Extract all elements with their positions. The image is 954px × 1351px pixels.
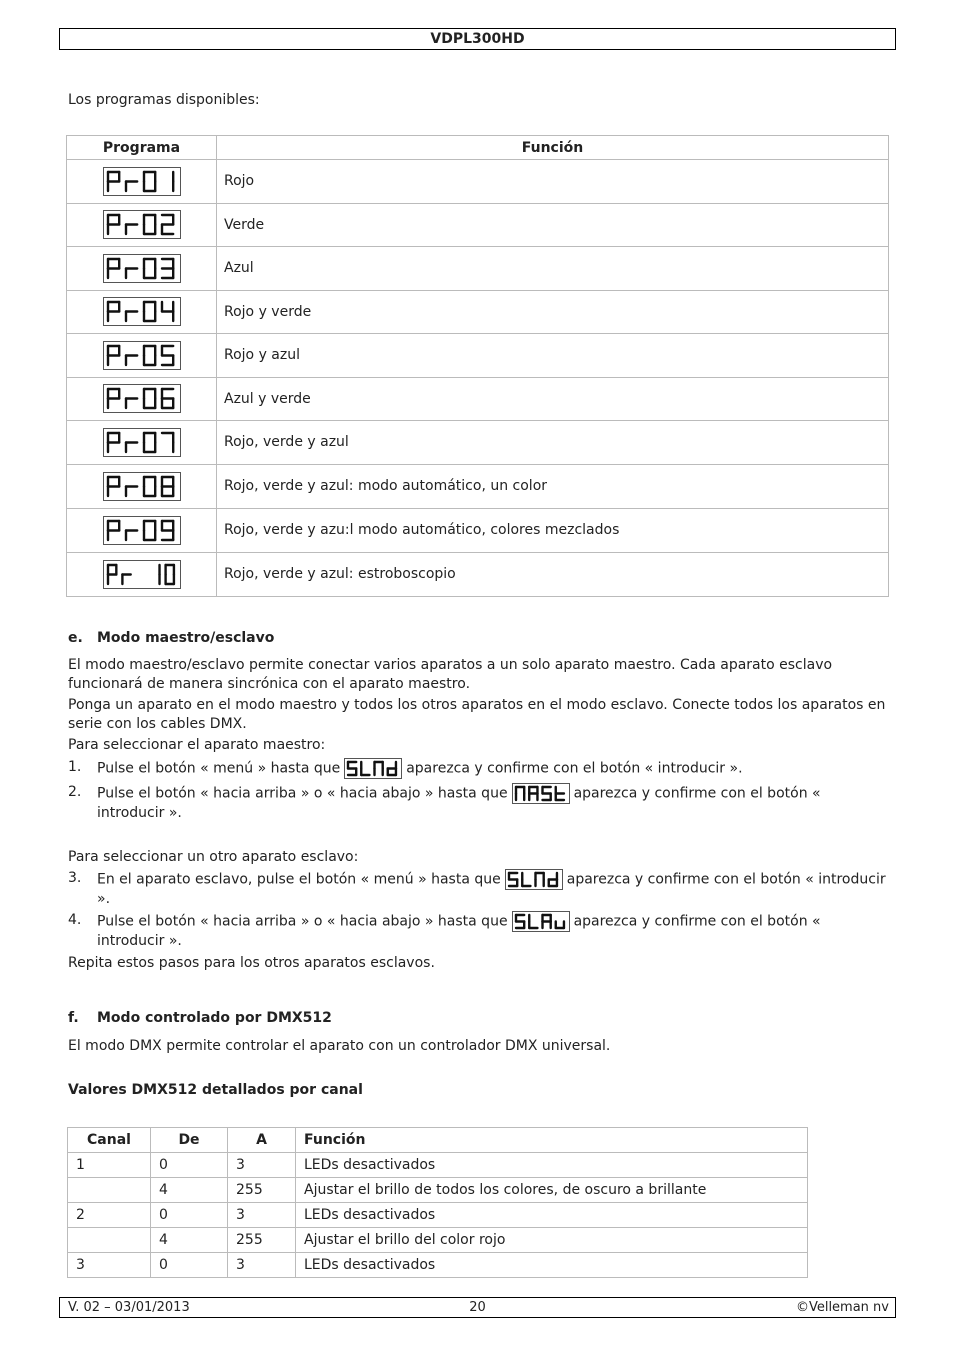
section-f-number: f. (68, 1010, 79, 1026)
program-function-cell: Rojo, verde y azu:l modo automático, colores mezclados (217, 508, 889, 552)
step-text: Pulse el botón « hacia arriba » o « hacia abajo » hasta que (97, 913, 508, 930)
cell-canal (68, 1178, 151, 1203)
table-row (67, 203, 889, 247)
table-row (67, 247, 889, 291)
lcd-display-icon (103, 210, 181, 239)
step-text: aparezca y confirme con el botón « introducir ». (97, 785, 821, 821)
lcd-display-icon (505, 869, 563, 890)
lcd-display-icon (103, 341, 181, 370)
page-footer (59, 1297, 896, 1318)
section-e-paragraph-2: Ponga un aparato en el modo maestro y todos los otros aparatos en el modo esclavo. Conecte todos los aparatos en serie con los cables DMX. (68, 697, 886, 732)
program-function-cell: Rojo (217, 160, 889, 204)
list-number: 2. (68, 784, 82, 800)
table-row (68, 1153, 808, 1178)
step-text: Pulse el botón « hacia arriba » o « hacia abajo » hasta que (97, 785, 508, 802)
program-display-cell (67, 247, 217, 291)
repeat-text: Repita estos pasos para los otros aparatos esclavos. (68, 955, 435, 971)
program-function-cell: Rojo y azul (217, 334, 889, 378)
cell-de: 4 (151, 1228, 228, 1253)
lcd-display-icon (103, 428, 181, 457)
section-e-paragraph-1: El modo maestro/esclavo permite conectar varios aparatos a un solo aparato maestro. Cada aparato esclavo funcionará de manera sincrónica con el aparato maestro. (68, 657, 833, 692)
program-function-cell: Rojo, verde y azul: estroboscopio (217, 552, 889, 596)
footer-copyright: ©Velleman nv (795, 1300, 889, 1315)
header-funcion: Función (296, 1128, 808, 1153)
program-display-cell (67, 160, 217, 204)
program-display-cell (67, 552, 217, 596)
lcd-display-icon (103, 516, 181, 545)
lcd-display-icon (103, 560, 181, 589)
cell-funcion: Ajustar el brillo del color rojo (296, 1228, 808, 1253)
lcd-display-icon (512, 911, 570, 932)
program-table-header (67, 136, 889, 160)
table-row (67, 552, 889, 596)
program-display-cell (67, 421, 217, 465)
program-function-cell: Rojo, verde y azul (217, 421, 889, 465)
program-display-cell (67, 290, 217, 334)
program-function-cell: Azul y verde (217, 377, 889, 421)
program-display-cell (67, 508, 217, 552)
master-intro: Para seleccionar el aparato maestro: (68, 737, 326, 753)
program-display-cell (67, 203, 217, 247)
table-row (67, 290, 889, 334)
header-function: Función (217, 136, 889, 160)
page-header (59, 28, 896, 50)
section-f-heading (68, 1010, 332, 1026)
footer-version: V. 02 – 03/01/2013 (68, 1300, 190, 1315)
slave-intro: Para seleccionar un otro aparato esclavo: (68, 849, 359, 865)
program-function-cell: Rojo y verde (217, 290, 889, 334)
step-text: aparezca y confirme con el botón « introducir ». (97, 913, 821, 949)
lcd-display-icon (103, 297, 181, 326)
cell-canal: 1 (68, 1153, 151, 1178)
header-a: A (228, 1128, 296, 1153)
table-row (67, 334, 889, 378)
section-f-paragraph: El modo DMX permite controlar el aparato con un controlador DMX universal. (68, 1038, 611, 1054)
list-item-1 (68, 758, 888, 779)
cell-de: 0 (151, 1253, 228, 1278)
lcd-display-icon (103, 384, 181, 413)
program-display-cell (67, 464, 217, 508)
dmx-table (67, 1127, 808, 1278)
lcd-display-icon (512, 783, 570, 804)
table-row (67, 508, 889, 552)
dmx-subtitle: Valores DMX512 detallados por canal (68, 1082, 363, 1098)
cell-canal (68, 1228, 151, 1253)
program-display-cell (67, 377, 217, 421)
program-display-cell (67, 334, 217, 378)
cell-de: 4 (151, 1178, 228, 1203)
program-function-cell: Verde (217, 203, 889, 247)
cell-funcion: Ajustar el brillo de todos los colores, de oscuro a brillante (296, 1178, 808, 1203)
list-item-3 (68, 869, 888, 909)
list-number: 1. (68, 759, 82, 775)
cell-a: 255 (228, 1178, 296, 1203)
table-row (67, 421, 889, 465)
lcd-display-icon (103, 472, 181, 501)
cell-a: 3 (228, 1253, 296, 1278)
footer-page-number: 20 (469, 1300, 486, 1315)
header-program: Programa (67, 136, 217, 160)
cell-funcion: LEDs desactivados (296, 1203, 808, 1228)
list-item-4 (68, 911, 888, 951)
cell-a: 3 (228, 1203, 296, 1228)
cell-a: 255 (228, 1228, 296, 1253)
lcd-display-icon (103, 254, 181, 283)
table-row (67, 464, 889, 508)
lcd-display-icon (344, 758, 402, 779)
table-row (68, 1253, 808, 1278)
header-de: De (151, 1128, 228, 1153)
table-row (68, 1203, 808, 1228)
cell-de: 0 (151, 1153, 228, 1178)
step-text: aparezca y confirme con el botón « introducir ». (97, 871, 886, 907)
cell-de: 0 (151, 1203, 228, 1228)
section-f-title: Modo controlado por DMX512 (97, 1010, 332, 1026)
table-row (67, 160, 889, 204)
intro-text: Los programas disponibles: (68, 92, 260, 108)
cell-funcion: LEDs desactivados (296, 1153, 808, 1178)
lcd-display-icon (103, 167, 181, 196)
step-text: Pulse el botón « menú » hasta que (97, 760, 341, 777)
cell-a: 3 (228, 1153, 296, 1178)
cell-funcion: LEDs desactivados (296, 1253, 808, 1278)
step-text: aparezca y confirme con el botón « introducir ». (406, 760, 743, 777)
cell-canal: 2 (68, 1203, 151, 1228)
list-number: 4. (68, 912, 82, 928)
table-row (68, 1178, 808, 1203)
section-e-title: Modo maestro/esclavo (97, 630, 275, 646)
section-e-number: e. (68, 630, 83, 646)
dmx-table-header (68, 1128, 808, 1153)
program-function-cell: Rojo, verde y azul: modo automático, un color (217, 464, 889, 508)
table-row (67, 377, 889, 421)
step-text: En el aparato esclavo, pulse el botón « menú » hasta que (97, 871, 501, 888)
program-table (66, 135, 889, 597)
header-canal: Canal (68, 1128, 151, 1153)
list-item-2 (68, 783, 888, 823)
table-row (68, 1228, 808, 1253)
model-title: VDPL300HD (430, 31, 525, 47)
cell-canal: 3 (68, 1253, 151, 1278)
program-function-cell: Azul (217, 247, 889, 291)
list-number: 3. (68, 870, 82, 886)
section-e-heading (68, 630, 274, 646)
